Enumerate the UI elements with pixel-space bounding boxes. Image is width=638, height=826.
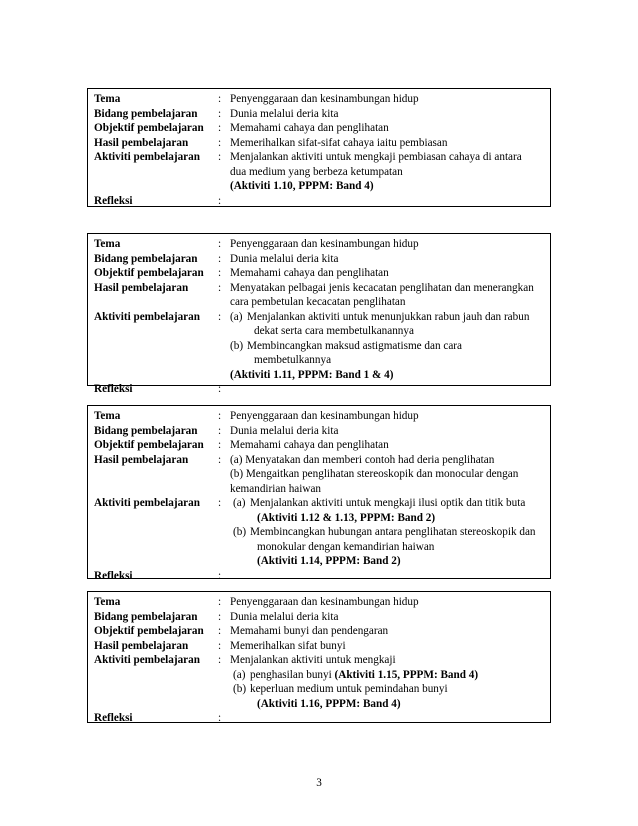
row-hasil <box>94 639 544 654</box>
colon: : <box>218 383 222 395</box>
label-aktiviti: Aktiviti pembelajaran <box>94 310 200 323</box>
aktiviti-line: dua medium yang berbeza ketumpatan <box>230 165 403 178</box>
item-marker: (a) <box>230 310 243 323</box>
colon: : <box>218 453 222 466</box>
value-tema: Penyenggaraan dan kesinambungan hidup <box>230 410 419 422</box>
hasil-line: Menyatakan pelbagai jenis kecacatan penglihatan dan menerangkan <box>230 281 534 294</box>
value-hasil <box>230 281 544 310</box>
label-tema: Tema <box>94 596 121 608</box>
row-aktiviti <box>94 310 544 383</box>
colon: : <box>218 267 222 279</box>
label-bidang: Bidang pembelajaran <box>94 107 198 120</box>
aktiviti-reference: (Aktiviti 1.11, PPPM: Band 1 & 4) <box>230 368 394 381</box>
hasil-line: cara pembetulan kecacatan penglihatan <box>230 296 406 308</box>
value-objektif: Memahami cahaya dan penglihatan <box>230 439 389 451</box>
label-tema: Tema <box>94 238 121 250</box>
row-aktiviti <box>94 496 544 569</box>
colon: : <box>218 107 222 120</box>
label-bidang: Bidang pembelajaran <box>94 252 198 265</box>
label-hasil: Hasil pembelajaran <box>94 453 189 466</box>
row-hasil <box>94 136 544 151</box>
colon: : <box>218 310 222 323</box>
colon: : <box>218 410 222 422</box>
colon: : <box>218 151 222 163</box>
label-hasil: Hasil pembelajaran <box>94 136 189 149</box>
colon: : <box>218 712 222 724</box>
colon: : <box>218 497 222 509</box>
lesson-box-2 <box>87 233 551 395</box>
aktiviti-item-a <box>230 496 544 525</box>
value-bidang: Dunia melalui deria kita <box>230 252 339 265</box>
item-line: membetulkannya <box>254 354 332 366</box>
label-objektif: Objektif pembelajaran <box>94 267 204 279</box>
row-tema <box>94 409 544 424</box>
colon: : <box>218 639 222 652</box>
hasil-line: kemandirian haiwan <box>230 482 322 495</box>
value-bidang: Dunia melalui deria kita <box>230 107 339 120</box>
colon: : <box>218 238 222 250</box>
colon: : <box>218 610 222 623</box>
item-line: Menjalankan aktiviti untuk mengkaji ilusi optik dan titik buta <box>250 497 526 509</box>
colon: : <box>218 281 222 294</box>
row-refleksi <box>94 382 544 397</box>
colon: : <box>218 93 222 105</box>
item-reference: (Aktiviti 1.15, PPPM: Band 4) <box>334 668 479 681</box>
colon: : <box>218 625 222 637</box>
aktiviti-item-b <box>230 525 544 569</box>
colon: : <box>218 569 222 582</box>
colon: : <box>218 252 222 265</box>
item-line: Membincangkan hubungan antara penglihatan stereoskopik dan <box>250 526 536 538</box>
label-hasil: Hasil pembelajaran <box>94 639 189 652</box>
colon: : <box>218 136 222 149</box>
item-line: monokular dengan kemandirian haiwan <box>257 540 435 553</box>
label-tema: Tema <box>94 410 121 422</box>
value-objektif: Memahami cahaya dan penglihatan <box>230 122 389 134</box>
value-tema: Penyenggaraan dan kesinambungan hidup <box>230 93 419 105</box>
label-aktiviti: Aktiviti pembelajaran <box>94 151 200 163</box>
item-reference: (Aktiviti 1.12 & 1.13, PPPM: Band 2) <box>257 511 436 524</box>
value-aktiviti <box>230 310 544 383</box>
aktiviti-intro: Menjalankan aktiviti untuk mengkaji <box>230 654 396 666</box>
lesson-box-1 <box>87 88 551 207</box>
label-refleksi: Refleksi <box>94 194 133 207</box>
hasil-line: (a) Menyatakan dan memberi contoh had deria penglihatan <box>230 453 495 466</box>
label-bidang: Bidang pembelajaran <box>94 610 198 623</box>
value-objektif: Memahami cahaya dan penglihatan <box>230 267 389 279</box>
aktiviti-item-b <box>230 682 544 711</box>
row-objektif <box>94 438 544 453</box>
label-hasil: Hasil pembelajaran <box>94 281 189 294</box>
item-marker: (a) <box>233 668 246 681</box>
value-tema: Penyenggaraan dan kesinambungan hidup <box>230 238 419 250</box>
label-objektif: Objektif pembelajaran <box>94 439 204 451</box>
aktiviti-item-a <box>230 310 544 339</box>
aktiviti-line: Menjalankan aktiviti untuk mengkaji pembiasan cahaya di antara <box>230 151 522 163</box>
label-bidang: Bidang pembelajaran <box>94 424 198 437</box>
item-line: dekat serta cara membetulkanannya <box>254 325 414 337</box>
aktiviti-reference: (Aktiviti 1.10, PPPM: Band 4) <box>230 180 374 192</box>
row-tema <box>94 92 544 107</box>
row-hasil <box>94 281 544 310</box>
row-bidang <box>94 107 544 122</box>
value-hasil: Memerihalkan sifat-sifat cahaya iaitu pembiasan <box>230 136 448 149</box>
value-aktiviti <box>230 150 544 194</box>
value-aktiviti <box>230 653 544 711</box>
value-aktiviti <box>230 496 544 569</box>
label-refleksi: Refleksi <box>94 712 133 724</box>
colon: : <box>218 424 222 437</box>
row-refleksi <box>94 569 544 584</box>
aktiviti-item-a <box>230 668 544 683</box>
colon: : <box>218 654 222 666</box>
item-marker: (a) <box>233 497 246 509</box>
row-aktiviti <box>94 653 544 711</box>
colon: : <box>218 194 222 207</box>
row-bidang <box>94 424 544 439</box>
row-objektif <box>94 121 544 136</box>
hasil-line: (b) Mengaitkan penglihatan stereoskopik dan monocular dengan <box>230 468 519 480</box>
colon: : <box>218 596 222 608</box>
item-marker: (b) <box>233 526 247 538</box>
row-bidang <box>94 610 544 625</box>
value-hasil: Memerihalkan sifat bunyi <box>230 639 346 652</box>
row-hasil <box>94 453 544 497</box>
row-refleksi <box>94 711 544 726</box>
item-text: penghasilan bunyi <box>250 668 332 681</box>
row-bidang <box>94 252 544 267</box>
row-tema <box>94 237 544 252</box>
label-tema: Tema <box>94 93 121 105</box>
item-reference: (Aktiviti 1.16, PPPM: Band 4) <box>257 697 401 710</box>
row-refleksi <box>94 194 544 209</box>
colon: : <box>218 122 222 134</box>
label-aktiviti: Aktiviti pembelajaran <box>94 654 200 666</box>
row-objektif <box>94 624 544 639</box>
value-bidang: Dunia melalui deria kita <box>230 424 339 437</box>
item-marker: (b) <box>233 683 247 695</box>
colon: : <box>218 439 222 451</box>
row-objektif <box>94 266 544 281</box>
item-line: Membincangkan maksud astigmatisme dan cara <box>247 339 462 352</box>
lesson-box-4 <box>87 591 551 723</box>
row-tema <box>94 595 544 610</box>
value-tema: Penyenggaraan dan kesinambungan hidup <box>230 596 419 608</box>
label-refleksi: Refleksi <box>94 569 133 582</box>
row-aktiviti <box>94 150 544 194</box>
label-aktiviti: Aktiviti pembelajaran <box>94 497 200 509</box>
item-marker: (b) <box>230 339 244 352</box>
lesson-box-3 <box>87 405 551 582</box>
item-reference: (Aktiviti 1.14, PPPM: Band 2) <box>257 555 401 567</box>
label-objektif: Objektif pembelajaran <box>94 122 204 134</box>
item-text: keperluan medium untuk pemindahan bunyi <box>250 683 448 695</box>
label-objektif: Objektif pembelajaran <box>94 625 204 637</box>
item-line: Menjalankan aktiviti untuk menunjukkan rabun jauh dan rabun <box>247 310 530 323</box>
value-hasil <box>230 453 544 497</box>
aktiviti-item-b <box>230 339 544 368</box>
value-bidang: Dunia melalui deria kita <box>230 610 339 623</box>
value-objektif: Memahami bunyi dan pendengaran <box>230 625 389 637</box>
page-number: 3 <box>316 777 322 789</box>
label-refleksi: Refleksi <box>94 383 133 395</box>
